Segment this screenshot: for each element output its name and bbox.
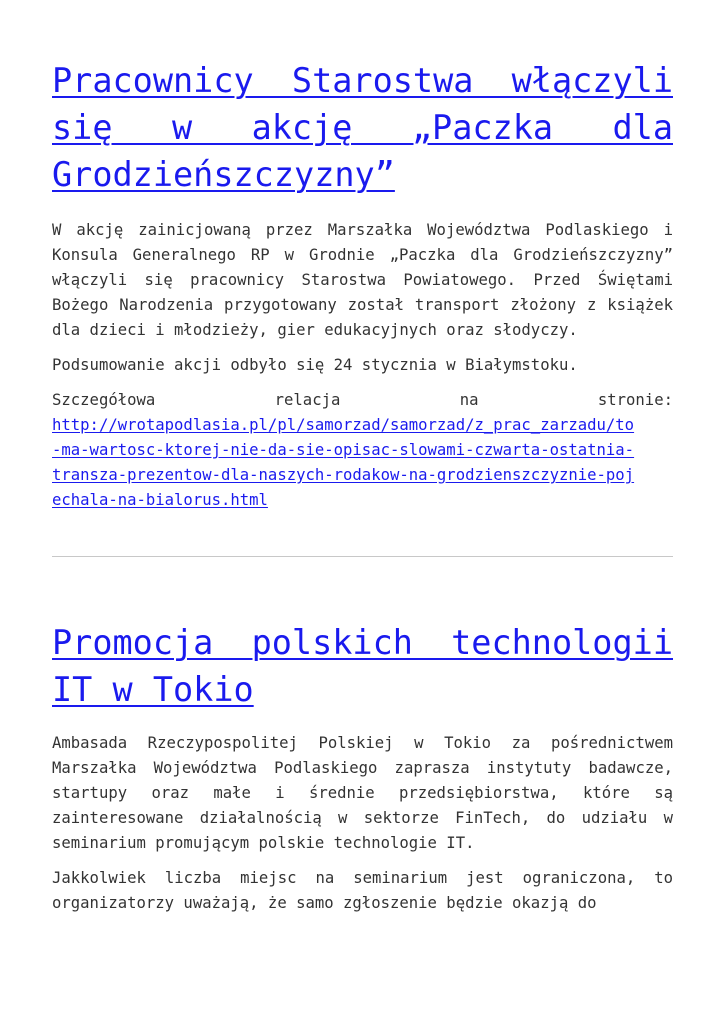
article-paczka <box>52 0 673 513</box>
article-title-link[interactable]: Pracownicy Starostwa włączyli się w akcję „Paczka dla Grodzieńszczyzny” <box>52 61 673 194</box>
article-paragraph: Podsumowanie akcji odbyło się 24 stycznia w Białymstoku. <box>52 356 578 374</box>
article-paragraph: Jakkolwiek liczba miejsc na seminarium jest ograniczona, to organizatorzy uważają, że samo zgłoszenie będzie okazją do <box>52 869 673 912</box>
article-title <box>52 57 673 198</box>
article-tokio <box>52 565 673 916</box>
details-link[interactable]: http://wrotapodlasia.pl/pl/samorzad/samorzad/z_prac_zarzadu/to -ma-wartosc-ktorej-nie-da-sie-opisac-slowami-czwarta-ostatnia- transza-prezentow-dla-naszych-rodakow-na-grodzienszczyznie-poj echala-na-bialorus.html <box>52 416 635 509</box>
article-paragraph: W akcję zainicjowaną przez Marszałka Województwa Podlaskiego i Konsula Generalnego RP w Grodnie „Paczka dla Grodzieńszczyzny” włączyli się pracownicy Starostwa Powiatowego. Przed Świętami Bożego Narodzenia przygotowany został transport złożony z książek dla dzieci i młodzieży, gier edukacyjnych oraz słodyczy. <box>52 221 673 339</box>
article-title-link[interactable]: Promocja polskich technologii IT w Tokio <box>52 623 673 709</box>
article-paragraph: Ambasada Rzeczypospolitej Polskiej w Tokio za pośrednictwem Marszałka Województwa Podlaskiego zaprasza instytuty badawcze, startupy oraz małe i średnie przedsiębiorstwa, które są zainteresowane działalnością w sektorze FinTech, do udziału w seminarium promującym polskie technologie IT. <box>52 734 673 852</box>
details-word: na <box>459 391 479 409</box>
details-paragraph <box>52 388 673 513</box>
details-word: stronie: <box>597 391 673 409</box>
article-title <box>52 619 673 713</box>
article-divider <box>52 556 673 557</box>
details-label <box>52 388 673 413</box>
details-word: relacja <box>274 391 341 409</box>
details-word: Szczegółowa <box>52 391 156 409</box>
